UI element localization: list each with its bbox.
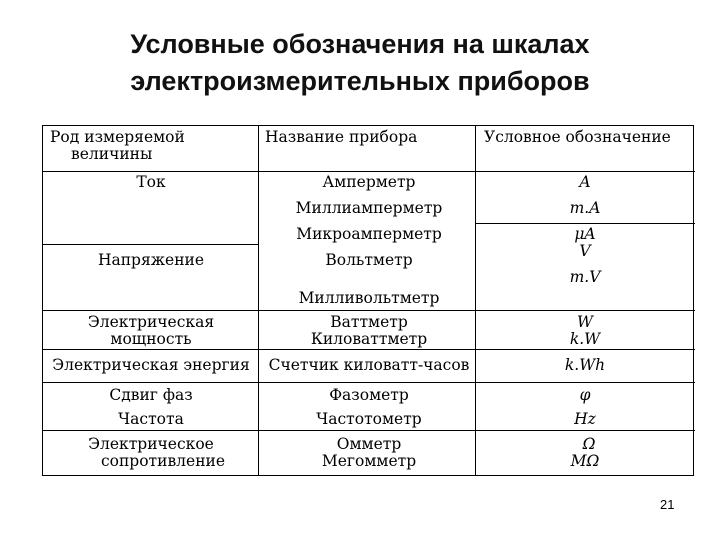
device-ammeter: Амперметр [322, 173, 416, 191]
header-quantity-line-2: величины [71, 145, 153, 163]
slide-title [0, 26, 720, 100]
device-megohmmeter: Мегомметр [321, 452, 417, 470]
column-divider [475, 126, 476, 475]
device-frequency-meter: Частотометр [316, 410, 422, 428]
symbol-hertz: Hz [574, 410, 596, 428]
symbol-ohm: Ω [582, 435, 596, 453]
device-wattmeter: Ваттметр [330, 313, 408, 331]
symbol-millivolt: m.V [569, 268, 601, 286]
symbol-kilowatt: k.W [569, 330, 601, 348]
row-divider [43, 430, 695, 431]
device-voltmeter: Вольтметр [325, 251, 413, 269]
row-divider [43, 244, 258, 245]
quantity-power-line-1: Электрическая [87, 313, 215, 331]
symbol-volt: V [579, 242, 591, 260]
quantity-resistance-line-2: сопротивление [100, 452, 226, 470]
row-divider [43, 310, 695, 311]
title-line-2: электроизмерительных приборов [130, 66, 590, 96]
symbol-megohm: MΩ [570, 452, 600, 470]
quantity-current: Ток [136, 173, 166, 191]
symbols-table [42, 125, 694, 476]
header-quantity-line-1: Род измеряемой [50, 128, 185, 146]
device-energy-meter: Счетчик киловатт-часов [268, 356, 470, 374]
quantity-voltage: Напряжение [97, 251, 205, 269]
symbol-ampere: A [579, 173, 591, 191]
device-microammeter: Микроамперметр [296, 225, 442, 243]
device-milliammeter: Миллиамперметр [295, 199, 443, 217]
quantity-power-line-2: мощность [110, 330, 192, 348]
symbol-microampere: μA [574, 225, 596, 243]
device-millivoltmeter: Милливольтметр [298, 289, 440, 307]
row-divider [43, 349, 695, 350]
quantity-resistance-line-1: Электрическое [88, 435, 214, 453]
row-divider [475, 223, 695, 224]
column-divider [258, 126, 259, 475]
symbol-kilowatt-hour: k.Wh [564, 356, 606, 374]
page-number: 21 [660, 497, 675, 512]
header-symbol: Условное обозначение [484, 128, 671, 146]
header-divider [43, 171, 695, 172]
symbol-watt: W [577, 313, 593, 331]
device-phasemeter: Фазометр [329, 386, 409, 404]
quantity-phase: Сдвиг фаз [109, 386, 193, 404]
quantity-frequency: Частота [118, 410, 184, 428]
device-kilowattmeter: Киловаттметр [310, 330, 428, 348]
row-divider [43, 382, 695, 383]
title-line-1: Условные обозначения на шкалах [130, 29, 590, 59]
device-ohmmeter: Омметр [336, 435, 402, 453]
quantity-energy: Электрическая энергия [52, 356, 250, 374]
symbol-phase: φ [579, 386, 591, 404]
header-device: Название прибора [265, 128, 418, 146]
symbol-milliampere: m.A [569, 199, 601, 217]
